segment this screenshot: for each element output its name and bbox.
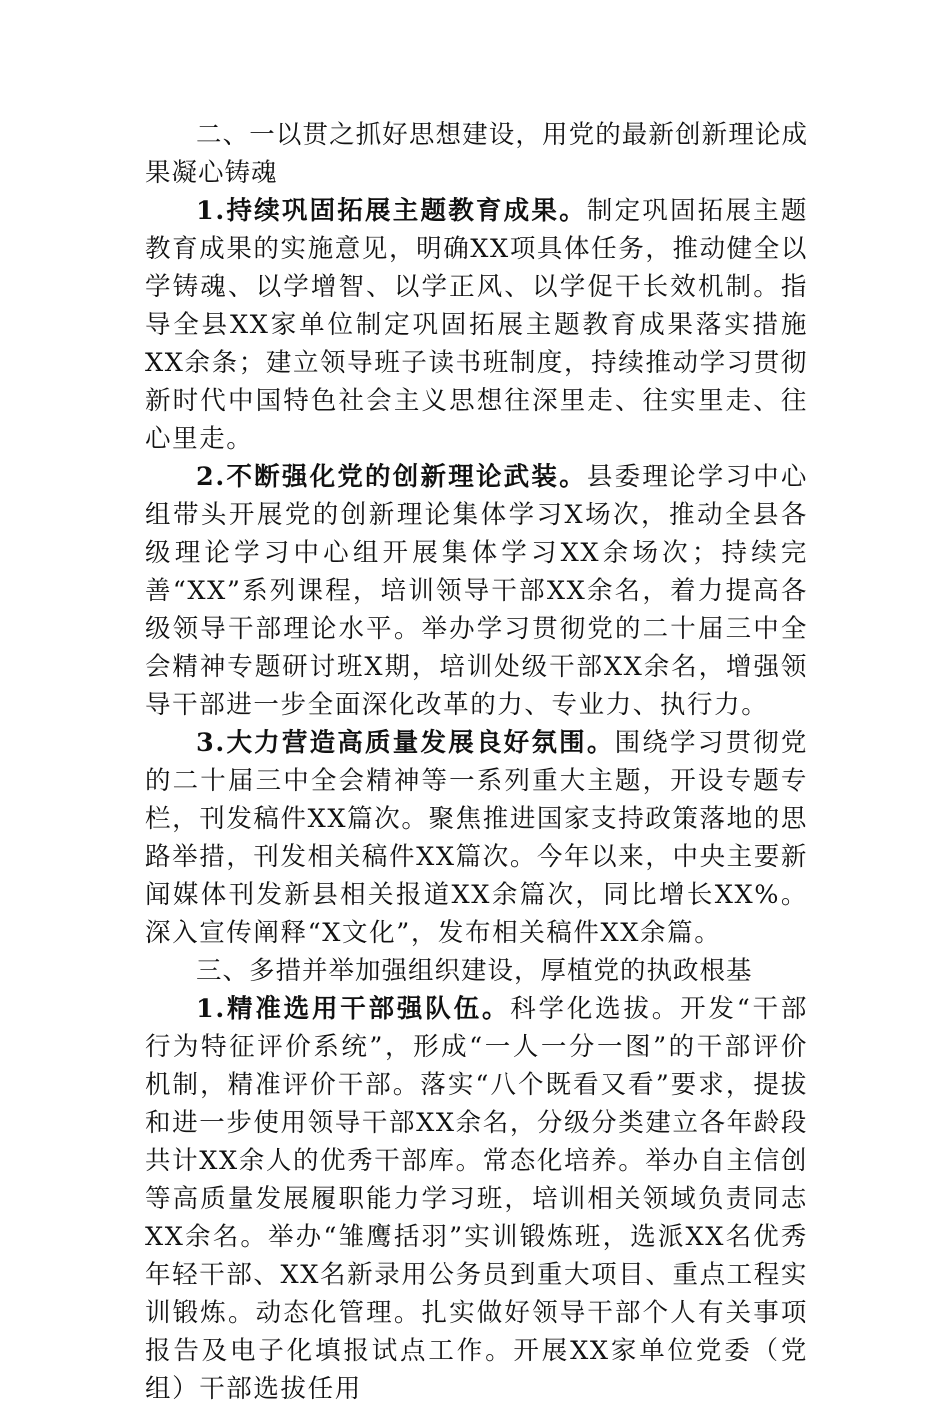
paragraph-2-2: [145, 458, 808, 724]
paragraph-lead: 3.大力营造高质量发展良好氛围。: [196, 728, 615, 758]
paragraph-body: 围绕学习贯彻党的二十届三中全会精神等一系列重大主题，开设专题专栏，刊发稿件XX篇次。聚焦推进国家支持政策落地的思路举措，刊发相关稿件XX篇次。今年以来，中央主要新闻媒体刊发新县相关报道XX余篇次，同比增长XX%。深入宣传阐释“X文化”，发布相关稿件XX余篇。: [145, 728, 808, 948]
paragraph-body: 县委理论学习中心组带头开展党的创新理论集体学习X场次，推动全县各级理论学习中心组开展集体学习XX余场次；持续完善“XX”系列课程，培训领导干部XX余名，着力提高各级领导干部理论水平。举办学习贯彻党的二十届三中全会精神专题研讨班X期，培训处级干部XX余名，增强领导干部进一步全面深化改革的力、专业力、执行力。: [145, 462, 808, 720]
paragraph-body: 科学化选拔。开发“干部行为特征评价系统”，形成“一人一分一图”的干部评价机制，精准评价干部。落实“八个既看又看”要求，提拔和进一步使用领导干部XX余名，分级分类建立各年龄段共计XX余人的优秀干部库。常态化培养。举办自主信创等高质量发展履职能力学习班，培训相关领域负责同志XX余名。举办“雏鹰括羽”实训锻炼班，选派XX名优秀年轻干部、XX名新录用公务员到重大项目、重点工程实训锻炼。动态化管理。扎实做好领导干部个人有关事项报告及电子化填报试点工作。开展XX家单位党委（党组）干部选拔任用: [145, 994, 808, 1404]
paragraph-2-3: [145, 724, 808, 952]
paragraph-lead: 2.不断强化党的创新理论武装。: [196, 462, 587, 492]
section-heading-2: 二、一以贯之抓好思想建设，用党的最新创新理论成果凝心铸魂: [145, 120, 808, 188]
section-heading-3: 三、多措并举加强组织建设，厚植党的执政根基: [196, 956, 753, 986]
paragraph-body: 制定巩固拓展主题教育成果的实施意见，明确XX项具体任务，推动健全以学铸魂、以学增智、以学正风、以学促干长效机制。指导全县XX家单位制定巩固拓展主题教育成果落实措施XX余条；建立领导班子读书班制度，持续推动学习贯彻新时代中国特色社会主义思想往深里走、往实里走、往心里走。: [145, 196, 808, 454]
paragraph-2-1: [145, 192, 808, 458]
paragraph-lead: 1.精准选用干部强队伍。: [196, 994, 511, 1024]
paragraph-lead: 1.持续巩固拓展主题教育成果。: [196, 196, 587, 226]
document-page: [145, 116, 808, 1408]
paragraph-3-1: [145, 990, 808, 1408]
